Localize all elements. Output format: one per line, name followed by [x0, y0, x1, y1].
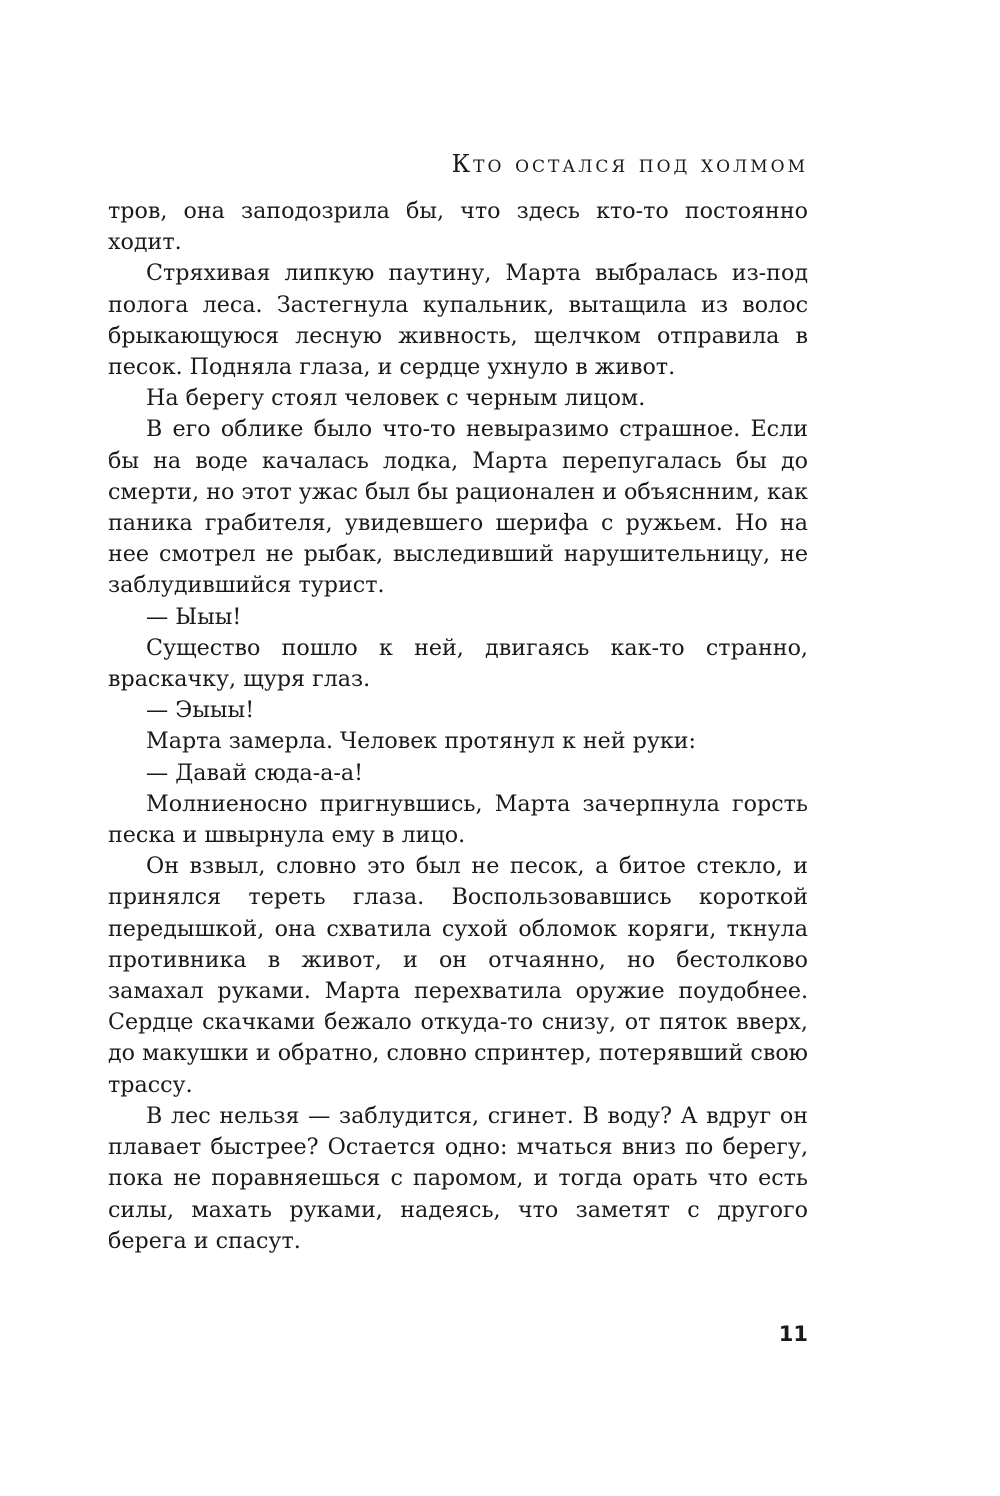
- paragraph: В его облике было что-то невыразимо страшное. Если бы на воде качалась лодка, Марта перепугалась бы до смерти, но этот ужас был бы рационален и объяснним, как паника грабителя, увидевшего шерифа с ружьем. Но на нее смотрел не рыбак, выследивший нарушительницу, не заблудившийся турист.: [108, 416, 808, 599]
- paragraph: тров, она заподозрила бы, что здесь кто-то постоянно ходит.: [108, 198, 808, 256]
- body-text: [108, 196, 808, 1257]
- dialogue-line: — Ыыы!: [146, 603, 242, 630]
- paragraph: Он взвыл, словно это был не песок, а битое стекло, и принялся тереть глаза. Воспользовавшись короткой передышкой, она схватила сухой обломок коряги, ткнула противника в живот, и он отчаянно, но бестолково замахал руками. Марта перехватила оружие поудобнее. Сердце скачками бежало откуда-то снизу, от пяток вверх, до макушки и обратно, словно спринтер, потерявший свою трассу.: [108, 853, 808, 1098]
- paragraph: В лес нельзя — заблудится, сгинет. В воду? А вдруг он плавает быстрее? Остается одно: мчаться вниз по берегу, пока не поравняешься с паромом, и тогда орать что есть силы, махать руками, надеясь, что заметят с другого берега и спасут.: [108, 1102, 808, 1254]
- dialogue-line: — Эыыы!: [146, 697, 255, 724]
- dialogue-line: — Давай сюда-а-а!: [146, 759, 364, 786]
- page-number: 11: [778, 1322, 808, 1346]
- paragraph: Существо пошло к ней, двигаясь как-то странно, враскачку, щуря глаз.: [108, 634, 808, 693]
- paragraph: На берегу стоял человек с черным лицом.: [146, 385, 646, 412]
- paragraph: Марта замерла. Человек протянул к ней руки:: [146, 728, 697, 755]
- paragraph: Стряхивая липкую паутину, Марта выбралась из-под полога леса. Застегнула купальник, вытащила из волос брыкающуюся лесную живность, щелчком отправила в песок. Подняла глаза, и сердце ухнуло в живот.: [108, 260, 808, 381]
- paragraph: Молниеносно пригнувшись, Марта зачерпнула горсть песка и швырнула ему в лицо.: [108, 790, 808, 849]
- running-head: Кто остался под холмом: [451, 150, 808, 178]
